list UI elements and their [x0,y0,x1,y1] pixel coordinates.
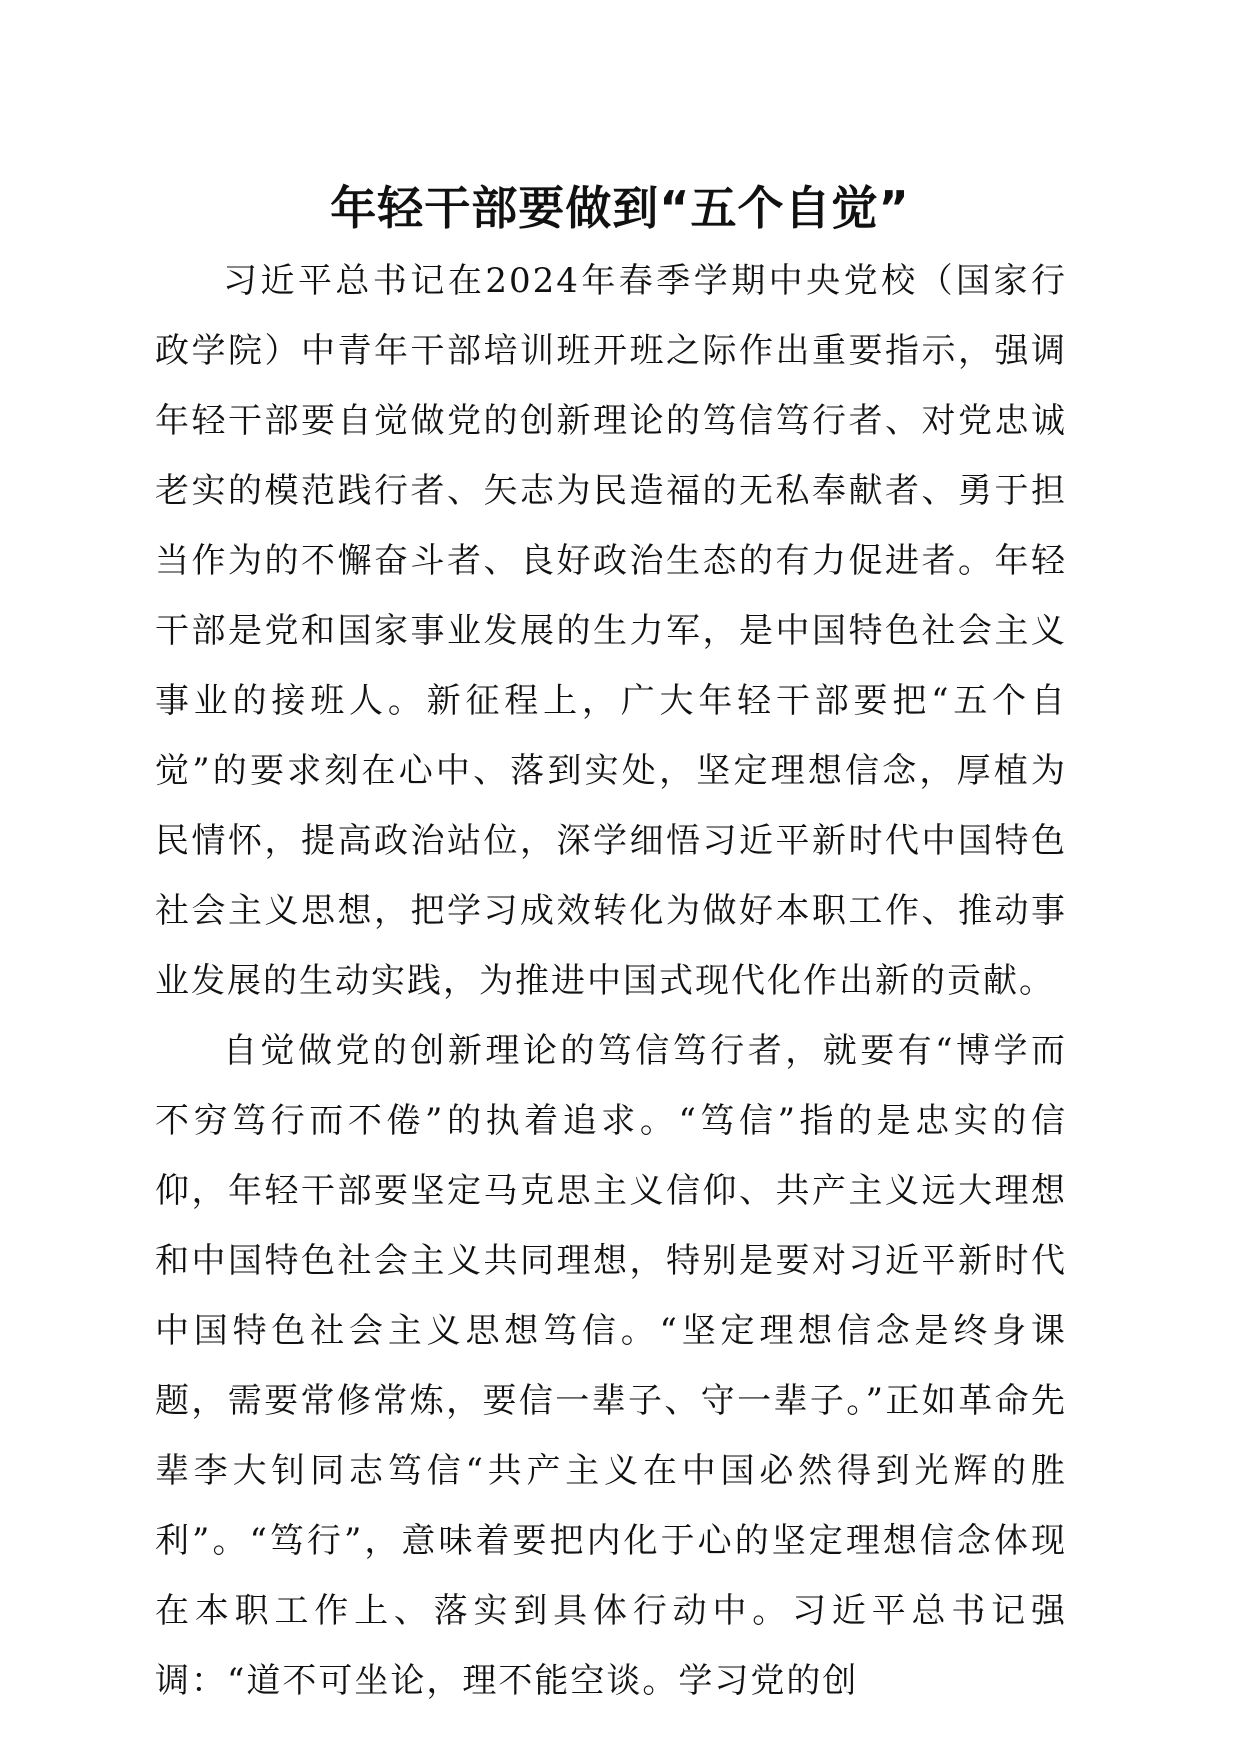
document-title: 年轻干部要做到“五个自觉” [330,181,910,235]
paragraph-2: 自觉做党的创新理论的笃信笃行者，就要有“博学而不穷笃行而不倦”的执着追求。“笃信”指的是忠实的信仰，年轻干部要坚定马克思主义信仰、共产主义远大理想和中国特色社会主义共同理想，特别是要对习近平新时代中国特色社会主义思想笃信。“坚定理想信念是终身课题，需要常修常炼，要信一辈子、守一辈子。”正如革命先辈李大钊同志笃信“共产主义在中国必然得到光辉的胜利”。“笃行”，意味着要把内化于心的坚定理想信念体现在本职工作上、落实到具体行动中。习近平总书记强调：“道不可坐论，理不能空谈。学习党的创 [155,1031,1067,1701]
paragraph-1: 习近平总书记在2024年春季学期中央党校（国家行政学院）中青年干部培训班开班之际作出重要指示，强调年轻干部要自觉做党的创新理论的笃信笃行者、对党忠诚老实的模范践行者、矢志为民造福的无私奉献者、勇于担当作为的不懈奋斗者、良好政治生态的有力促进者。年轻干部是党和国家事业发展的生力军，是中国特色社会主义事业的接班人。新征程上，广大年轻干部要把“五个自觉”的要求刻在心中、落到实处，坚定理想信念，厚植为民情怀，提高政治站位，深学细悟习近平新时代中国特色社会主义思想，把学习成效转化为做好本职工作、推动事业发展的生动实践，为推进中国式现代化作出新的贡献。 [155,261,1067,1001]
document-body [155,246,1067,1716]
